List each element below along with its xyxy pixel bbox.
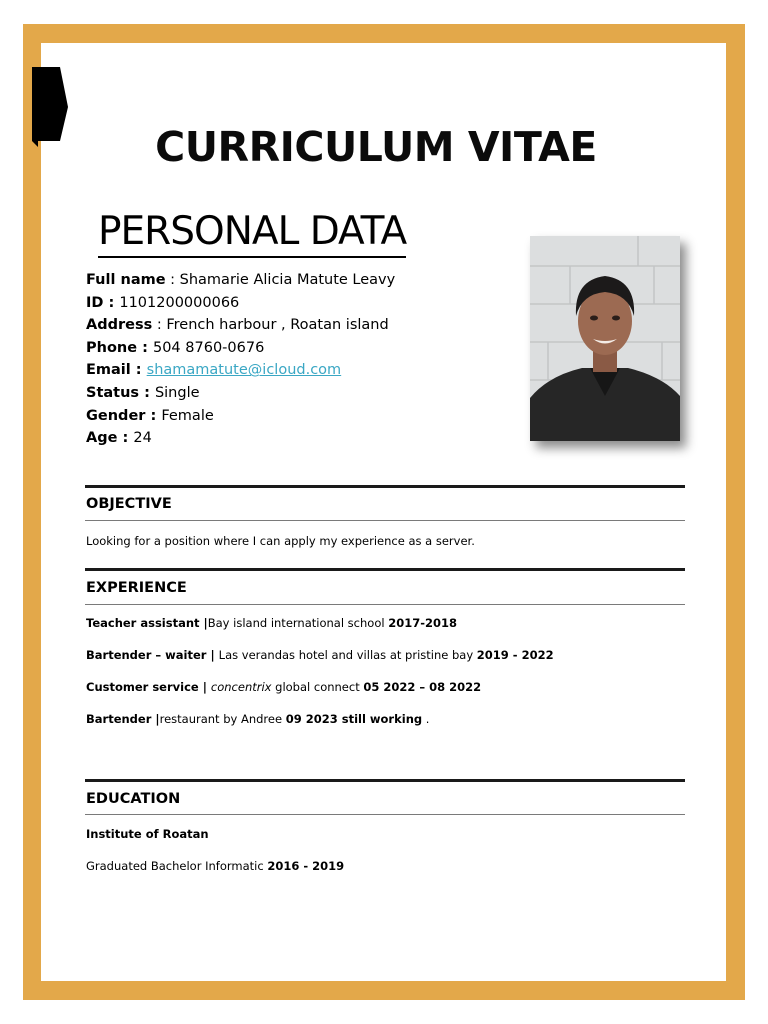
section-rule xyxy=(85,485,685,488)
experience-title: EXPERIENCE xyxy=(86,580,187,596)
objective-title: OBJECTIVE xyxy=(86,496,172,512)
field-value: 504 8760-0676 xyxy=(152,339,265,356)
profile-photo xyxy=(530,236,680,441)
experience-company: concentrix xyxy=(210,680,272,694)
personal-row-full-name xyxy=(86,269,506,292)
field-value: 1101200000066 xyxy=(119,294,240,311)
personal-row-id xyxy=(86,292,506,315)
field-label: Phone xyxy=(86,339,138,356)
personal-row-age xyxy=(86,427,506,450)
personal-data-list xyxy=(86,269,506,450)
experience-place: Bay island international school xyxy=(207,616,389,630)
objective-text: Looking for a position where I can apply my experience as a server. xyxy=(86,534,475,548)
field-separator: : xyxy=(137,339,153,356)
field-label: ID xyxy=(86,294,104,311)
field-label: Age xyxy=(86,430,118,447)
field-label: Full name xyxy=(86,272,166,288)
experience-item xyxy=(86,647,554,663)
section-rule xyxy=(85,779,685,782)
personal-row-address xyxy=(86,314,506,337)
personal-row-phone xyxy=(86,337,506,360)
field-separator: : xyxy=(152,317,167,334)
personal-data-heading: PERSONAL DATA xyxy=(98,208,406,258)
experience-item xyxy=(86,711,429,727)
education-dates: 2016 - 2019 xyxy=(267,859,345,873)
experience-place: Las verandas hotel and villas at pristine bay xyxy=(218,648,477,662)
field-separator: : xyxy=(139,384,155,401)
field-label: Address xyxy=(86,317,153,334)
field-separator: : xyxy=(130,362,147,379)
experience-dates: 2017-2018 xyxy=(388,616,457,630)
experience-role: Teacher assistant | xyxy=(86,616,208,630)
field-label: Email xyxy=(86,362,131,379)
section-rule xyxy=(85,568,685,571)
experience-dates: 05 2022 – 08 2022 xyxy=(363,680,482,694)
education-title: EDUCATION xyxy=(86,791,181,807)
field-label: Gender xyxy=(86,407,146,424)
personal-row-email xyxy=(86,359,506,382)
experience-role: Bartender | xyxy=(86,712,160,726)
field-label: Status xyxy=(86,384,140,401)
field-separator: : xyxy=(145,407,162,424)
experience-place: restaurant by Andree xyxy=(159,712,286,726)
portrait-image-icon xyxy=(530,236,680,441)
document-title: CURRICULUM VITAE xyxy=(155,123,597,171)
experience-item xyxy=(86,615,457,631)
education-degree xyxy=(86,858,344,874)
experience-item xyxy=(86,679,481,695)
experience-dates: 09 2023 still working xyxy=(285,712,423,726)
experience-dates: 2019 - 2022 xyxy=(476,648,554,662)
experience-role: Bartender – waiter | xyxy=(86,648,219,662)
email-link[interactable]: shamamatute@icloud.com xyxy=(146,362,342,379)
personal-row-gender xyxy=(86,405,506,428)
field-separator: : xyxy=(117,430,134,447)
field-value: French harbour , Roatan island xyxy=(166,317,389,334)
section-rule xyxy=(85,520,685,521)
field-value: 24 xyxy=(133,430,152,447)
field-separator: : xyxy=(103,294,120,311)
education-institution: Institute of Roatan xyxy=(86,827,209,841)
experience-role: Customer service | xyxy=(86,680,211,694)
section-rule xyxy=(85,604,685,605)
education-degree-name: Graduated Bachelor Informatic xyxy=(86,859,268,873)
personal-row-status xyxy=(86,382,506,405)
field-value: Female xyxy=(161,407,214,424)
field-value: Single xyxy=(154,384,200,401)
experience-tail: . xyxy=(422,712,430,726)
field-value: Shamarie Alicia Matute Leavy xyxy=(179,272,396,288)
experience-place: global connect xyxy=(271,680,364,694)
field-separator: : xyxy=(165,272,180,288)
section-rule xyxy=(85,814,685,815)
